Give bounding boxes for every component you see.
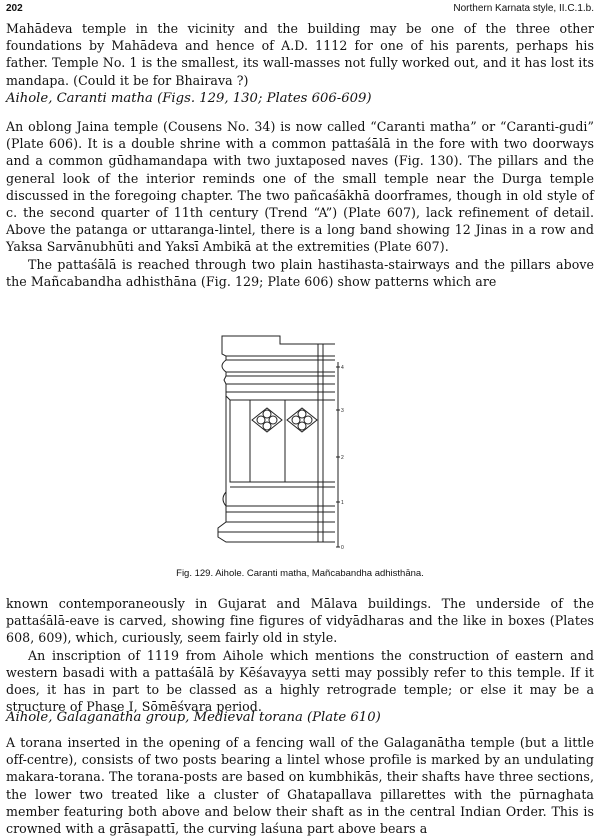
section-heading-caranti-matha: Aihole, Caranti matha (Figs. 129, 130; Plates 606-609): [6, 91, 372, 106]
page-header: [6, 3, 594, 17]
adhisthana-elevation-drawing: [190, 332, 360, 554]
figure-caption: Fig. 129. Aihole. Caranti matha, Mañcabandha adhisthāna.: [176, 568, 424, 579]
paragraph-6: A torana inserted in the opening of a fencing wall of the Galaganātha temple (but a little off-centre), consists of two posts bearing a lintel whose profile is marked by an undulating makara-torana. The torana-posts are based on kumbhikās, their shafts have three sections, the lower two treated like a cluster of Ghatapallava pillarettes with the pūrnaghata member featuring both above and below their shaft as in the central Indian Order. This is crowned with a grāsapattī, the curving laśuna part above bears a: [6, 735, 594, 837]
paragraph-3: The pattaśālā is reached through two plain hastihasta-stairways and the pillars above the Mañcabandha adhisthāna (Fig. 129; Plate 606) show patterns which are: [6, 256, 594, 289]
page-number: 202: [6, 3, 23, 14]
scale-label-2: 2: [341, 455, 344, 461]
scale-label-1: 1: [341, 500, 344, 506]
section-heading-galaganatha: Aihole, Galaganātha group, Medieval torana (Plate 610): [6, 710, 381, 725]
paragraph-intro: [6, 20, 594, 89]
paragraph-5: An inscription of 1119 from Aihole which mentions the construction of eastern and western basadi with a pattaśālā by Kēśavayya setti may possibly refer to this temple. If it does, it has in part to be classed as a highly retrograde temple; or else it may be a structure of Phase I, Sōmēśvara period.: [6, 647, 594, 715]
paragraph-4: known contemporaneously in Gujarat and Mālava buildings. The underside of the pattaśālā-eave is carved, showing fine figures of vidyādharas and the like in boxes (Plates 608, 609), which, curiously, seem fairly old in style.: [6, 596, 594, 646]
running-head: Northern Karnata style, II.C.1.b.: [453, 3, 594, 14]
scale-label-3: 3: [341, 408, 344, 414]
paragraph-2: An oblong Jaina temple (Cousens No. 34) is now called “Caranti matha” or “Caranti-gudi” (Plate 606). It is a double shrine with a common pattaśālā in the fore with two doorways and a common gūdhamandapa with two juxtaposed naves (Fig. 130). The pillars and the general look of the interior reminds one of the small temple near the Durga temple discussed in the foregoing chapter. The two pañcaśākhā doorframes, though in old style of c. the second quarter of 11th century (Trend “A”) (Plate 607), lack refinement of detail. Above the patanga or uttaranga-lintel, there is a long band showing 12 Jinas in a row and Yaksa Sarvānubhūti and Yaksī Ambikā at the extremities (Plate 607).: [6, 119, 594, 255]
paragraph-group-3: [6, 734, 594, 837]
paragraph-1: Mahādeva temple in the vicinity and the building may be one of the three other foundations by Mahādeva and hence of A.D. 1112 for one of his parents, perhaps his father. Temple No. 1 is the smallest, its wall-masses not fully worked out, and it has lost its mandapa. (Could it be for Bhairava ?): [6, 21, 594, 88]
paragraph-group-1: [6, 118, 594, 290]
scale-label-4: 4: [341, 365, 344, 371]
paragraph-group-2: [6, 595, 594, 715]
scale-label-0: 0: [341, 545, 344, 551]
